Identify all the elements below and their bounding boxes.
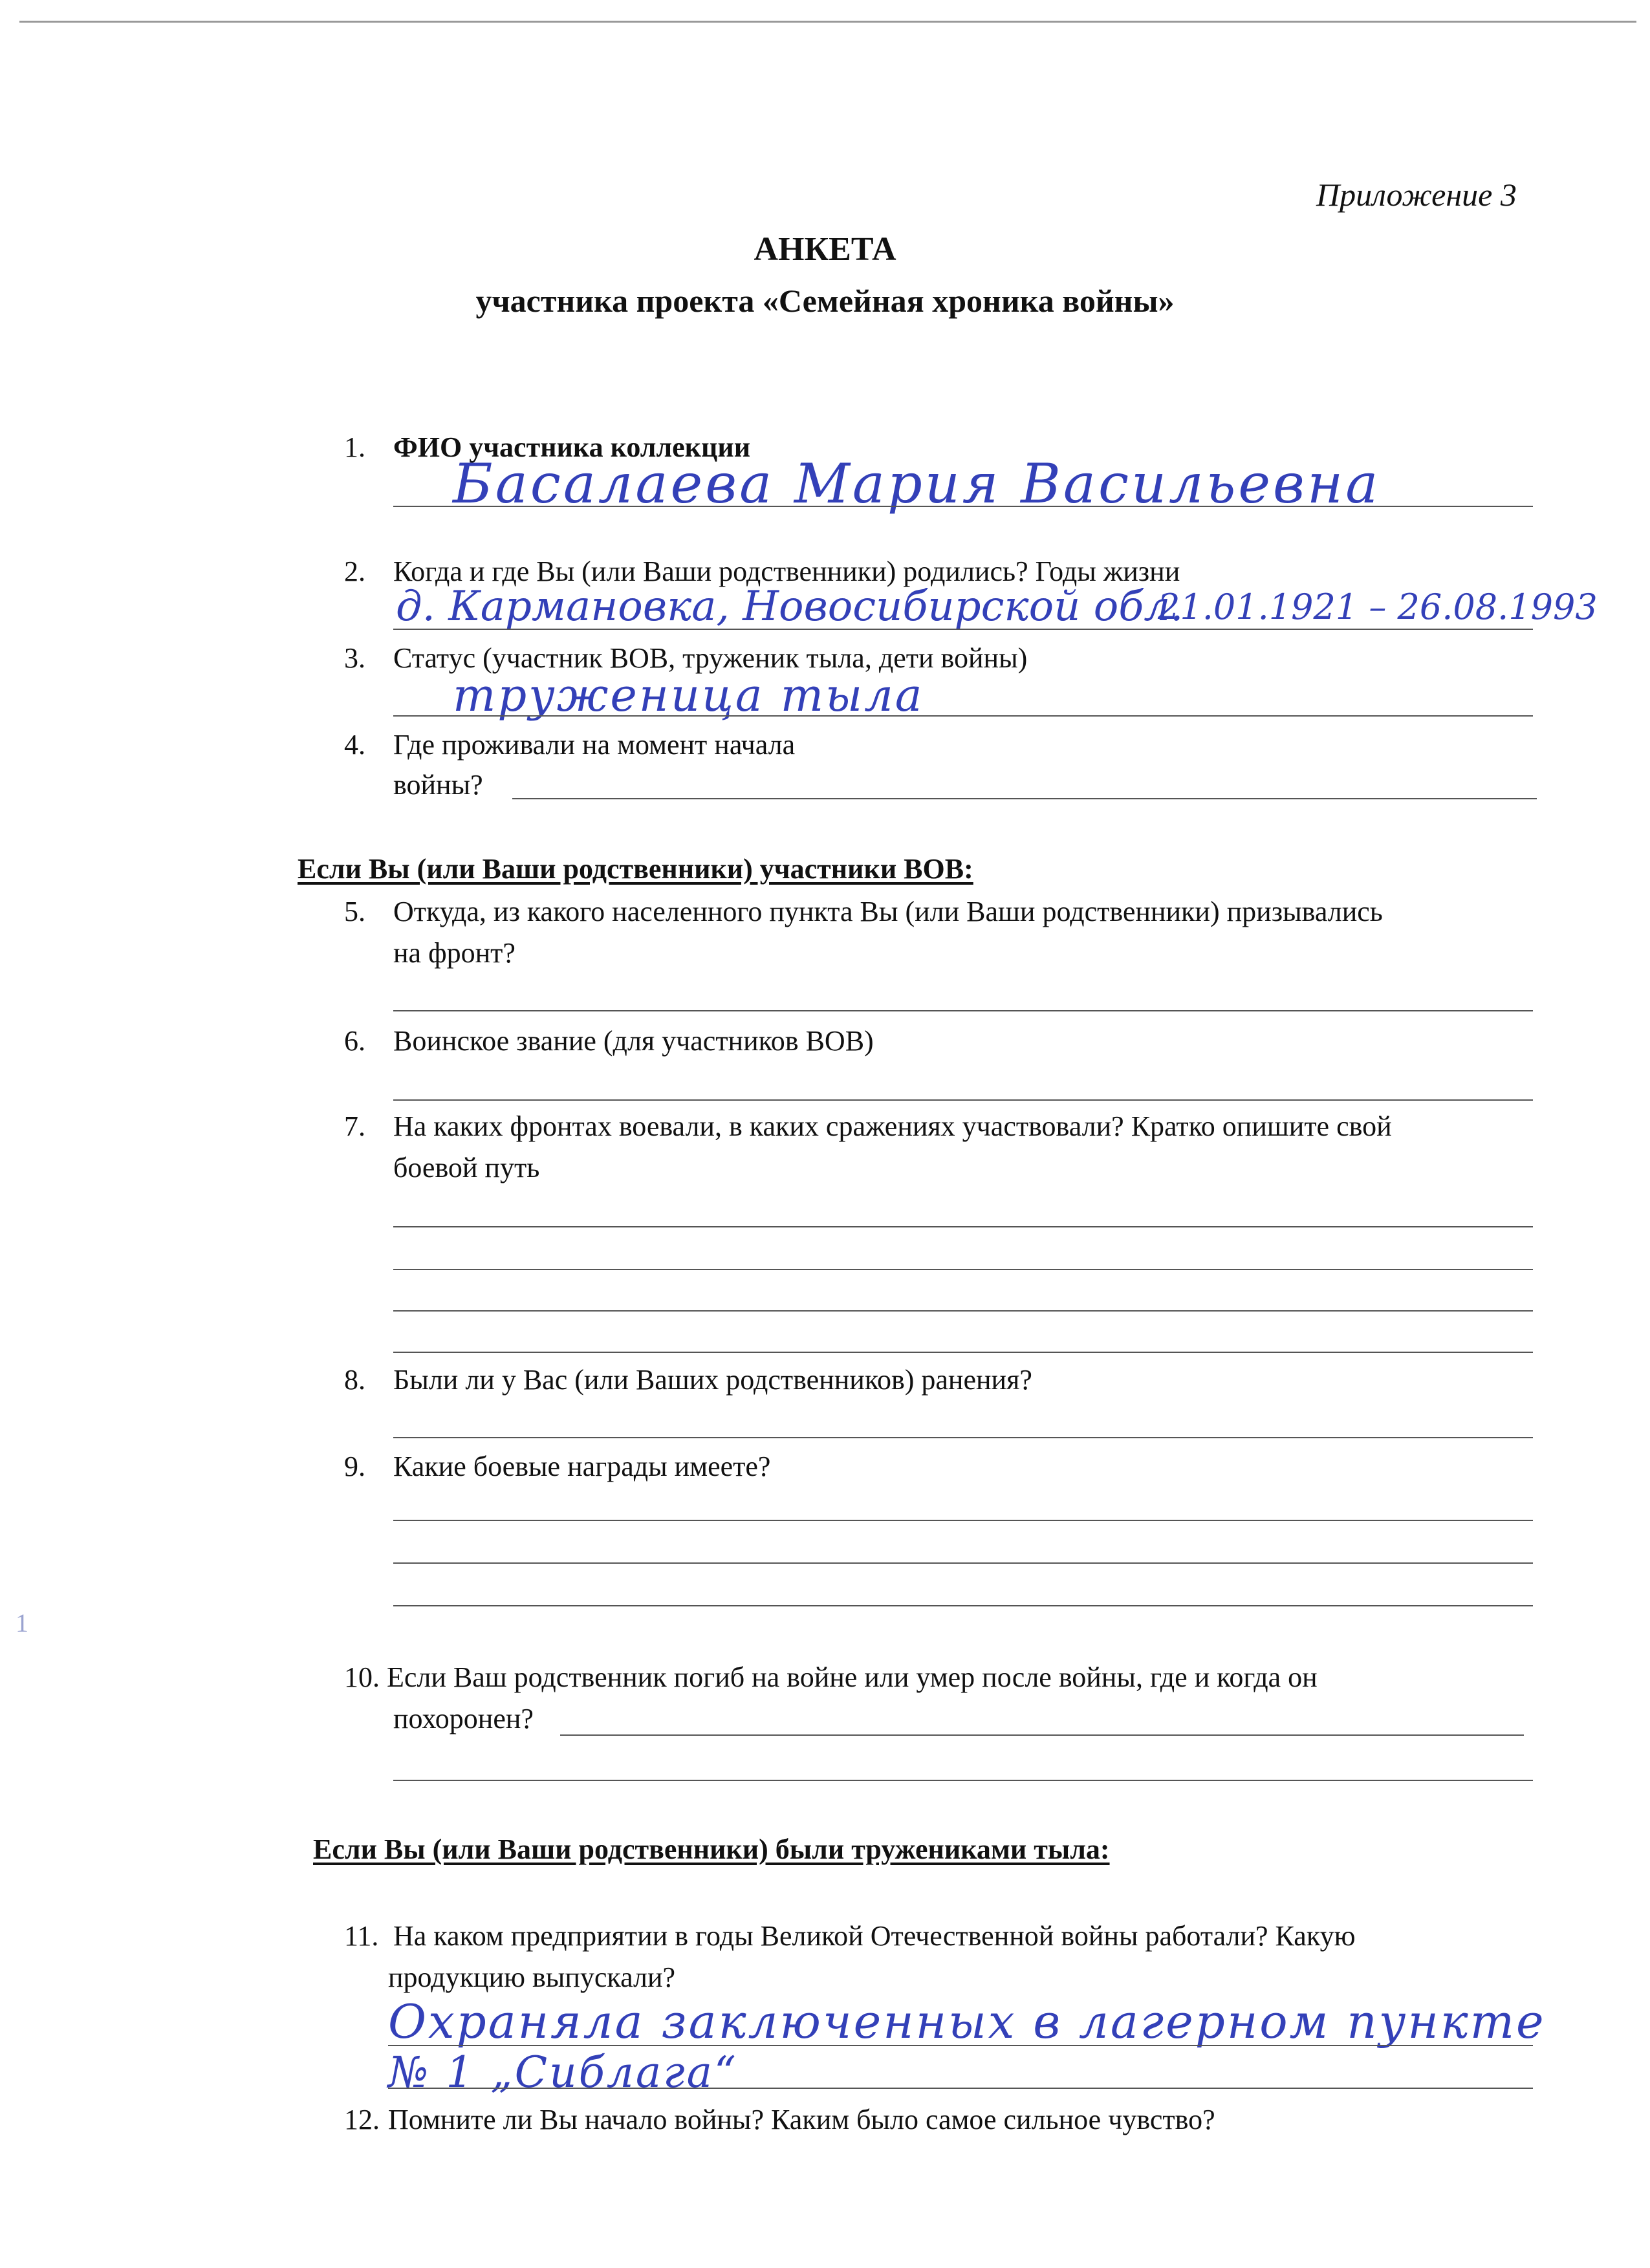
q3-number: 3. xyxy=(344,642,365,674)
q11-text-line1: На каком предприятии в годы Великой Отечественной войны работали? Какую xyxy=(393,1920,1356,1952)
section-home-front: Если Вы (или Ваши родственники) были тружениками тыла: xyxy=(313,1833,1110,1865)
answer-3-handwritten: труженица тыла xyxy=(453,669,924,722)
answer-9-line-2[interactable] xyxy=(393,1562,1533,1564)
answer-11-handwritten-line1: Охраняла заключенных в лагерном пункте xyxy=(388,1994,1546,2049)
q2-number: 2. xyxy=(344,556,365,587)
q10-number: 10. xyxy=(344,1661,380,1693)
answer-11-handwritten-line2: № 1 „Сиблага“ xyxy=(388,2047,738,2097)
q9-text: Какие боевые награды имеете? xyxy=(393,1451,771,1482)
answer-10-line-2[interactable] xyxy=(393,1780,1533,1781)
answer-2-place-handwritten: д. Кармановка, Новосибирской обл. xyxy=(396,583,1184,631)
form-subtitle: участника проекта «Семейная хроника войны» xyxy=(475,283,1175,319)
answer-2-line[interactable] xyxy=(393,629,1533,630)
q5-number: 5. xyxy=(344,896,365,927)
answer-4-line[interactable] xyxy=(512,798,1537,799)
q10-text-line2: похоронен? xyxy=(393,1703,534,1734)
q11-text-line2: продукцию выпускали? xyxy=(388,1961,676,1993)
q8-text: Были ли у Вас (или Ваших родственников) ранения? xyxy=(393,1364,1032,1396)
q5-text-line2: на фронт? xyxy=(393,937,516,969)
answer-7-line-1[interactable] xyxy=(393,1226,1533,1227)
q4-text-line2: войны? xyxy=(393,769,483,801)
q12-text: Помните ли Вы начало войны? Каким было самое сильное чувство? xyxy=(388,2104,1215,2135)
appendix-label: Приложение 3 xyxy=(1316,177,1517,213)
q7-text-line1: На каких фронтах воевали, в каких сражениях участвовали? Кратко опишите свой xyxy=(393,1110,1392,1142)
q6-number: 6. xyxy=(344,1025,365,1057)
answer-7-line-4[interactable] xyxy=(393,1352,1533,1353)
answer-1-line[interactable] xyxy=(393,506,1533,507)
q11-number: 11. xyxy=(344,1920,379,1952)
section-wwii-participants: Если Вы (или Ваши родственники) участники ВОВ: xyxy=(298,853,973,885)
q12-number: 12. xyxy=(344,2104,380,2135)
answer-9-line-1[interactable] xyxy=(393,1520,1533,1521)
q10-text-line1: Если Ваш родственник погиб на войне или умер после войны, где и когда он xyxy=(387,1661,1318,1693)
q7-text-line2: боевой путь xyxy=(393,1152,540,1183)
answer-7-line-3[interactable] xyxy=(393,1310,1533,1312)
margin-mark: 1 xyxy=(16,1608,28,1637)
answer-6-line[interactable] xyxy=(393,1099,1533,1101)
q1-number: 1. xyxy=(344,431,365,463)
answer-10-line-1[interactable] xyxy=(560,1734,1524,1736)
answer-11-line-1[interactable] xyxy=(388,2045,1533,2046)
q4-number: 4. xyxy=(344,729,365,761)
answer-5-line[interactable] xyxy=(393,1010,1533,1011)
q7-number: 7. xyxy=(344,1110,365,1142)
q8-number: 8. xyxy=(344,1364,365,1396)
answer-8-line[interactable] xyxy=(393,1437,1533,1438)
answer-3-line[interactable] xyxy=(393,715,1533,717)
q2-text: Когда и где Вы (или Ваши родственники) родились? Годы жизни xyxy=(393,556,1180,587)
q9-number: 9. xyxy=(344,1451,365,1482)
answer-2-years-handwritten: 21.01.1921 – 26.08.1993 xyxy=(1158,587,1598,627)
q1-text: ФИО участника коллекции xyxy=(393,431,751,463)
q5-text-line1: Откуда, из какого населенного пункта Вы (или Ваши родственники) призывались xyxy=(393,896,1383,927)
answer-7-line-2[interactable] xyxy=(393,1269,1533,1270)
q4-text-line1: Где проживали на момент начала xyxy=(393,729,796,761)
scan-top-edge xyxy=(19,21,1636,23)
answer-1-handwritten: Басалаева Мария Васильевна xyxy=(453,452,1381,515)
form-title: АНКЕТА xyxy=(754,231,896,268)
answer-11-line-2[interactable] xyxy=(388,2088,1533,2089)
q6-text: Воинское звание (для участников ВОВ) xyxy=(393,1025,874,1057)
q3-text: Статус (участник ВОВ, труженик тыла, дети войны) xyxy=(393,642,1028,674)
answer-9-line-3[interactable] xyxy=(393,1605,1533,1606)
